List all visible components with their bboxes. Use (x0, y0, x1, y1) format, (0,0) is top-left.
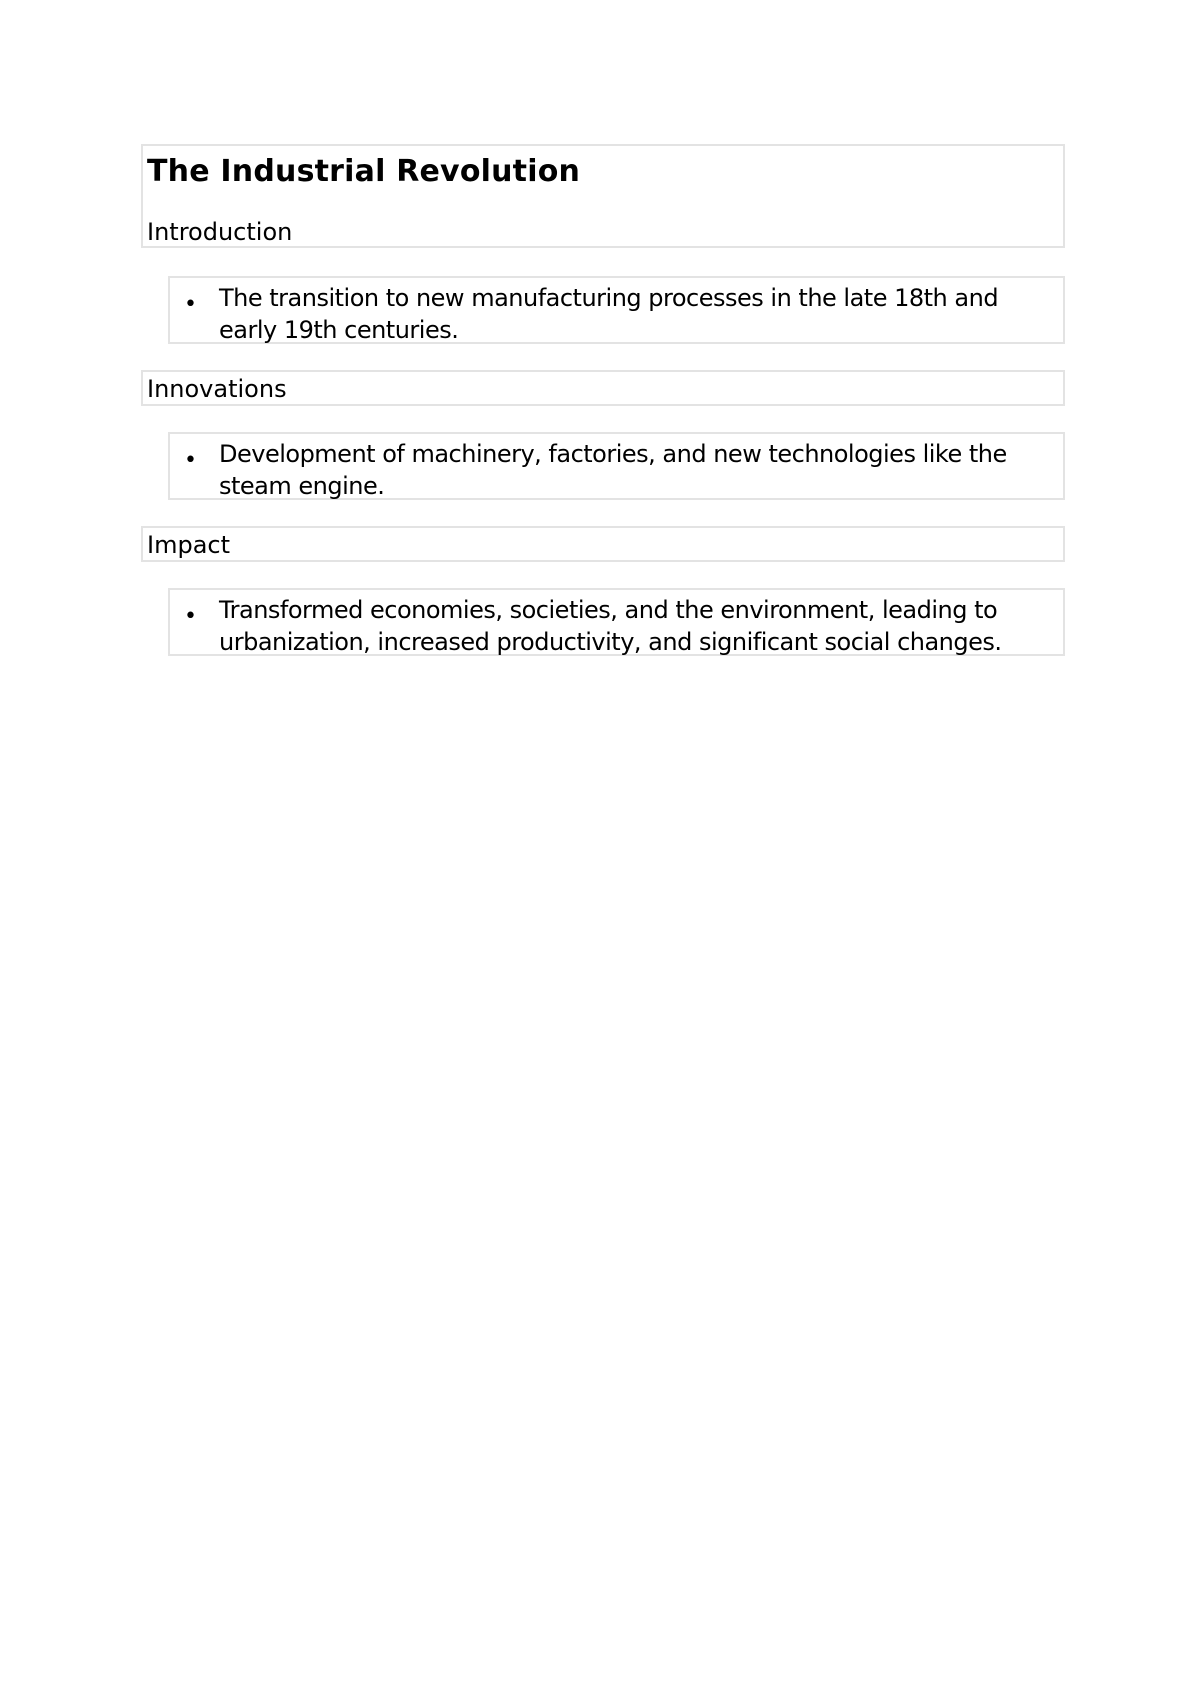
document-title: The Industrial Revolution (147, 154, 581, 189)
bullet-text-innovations: Development of machinery, factories, and new technologies like the steam engine. (219, 440, 1007, 500)
bullet-item-innovations (168, 432, 1065, 500)
bullet-icon: • (184, 604, 197, 629)
bullet-item-introduction (168, 276, 1065, 344)
bullet-text-introduction: The transition to new manufacturing processes in the late 18th and early 19th centuries. (219, 284, 999, 344)
bullet-text-impact: Transformed economies, societies, and the environment, leading to urbanization, increased productivity, and significant social changes. (219, 596, 1002, 656)
section-heading-block-innovations (141, 370, 1065, 406)
section-heading-innovations: Innovations (147, 375, 287, 403)
title-block (141, 144, 1065, 248)
bullet-item-impact (168, 588, 1065, 656)
section-heading-introduction: Introduction (147, 218, 293, 246)
bullet-icon: • (184, 292, 197, 317)
bullet-icon: • (184, 448, 197, 473)
section-heading-block-impact (141, 526, 1065, 562)
section-heading-impact: Impact (147, 531, 231, 559)
